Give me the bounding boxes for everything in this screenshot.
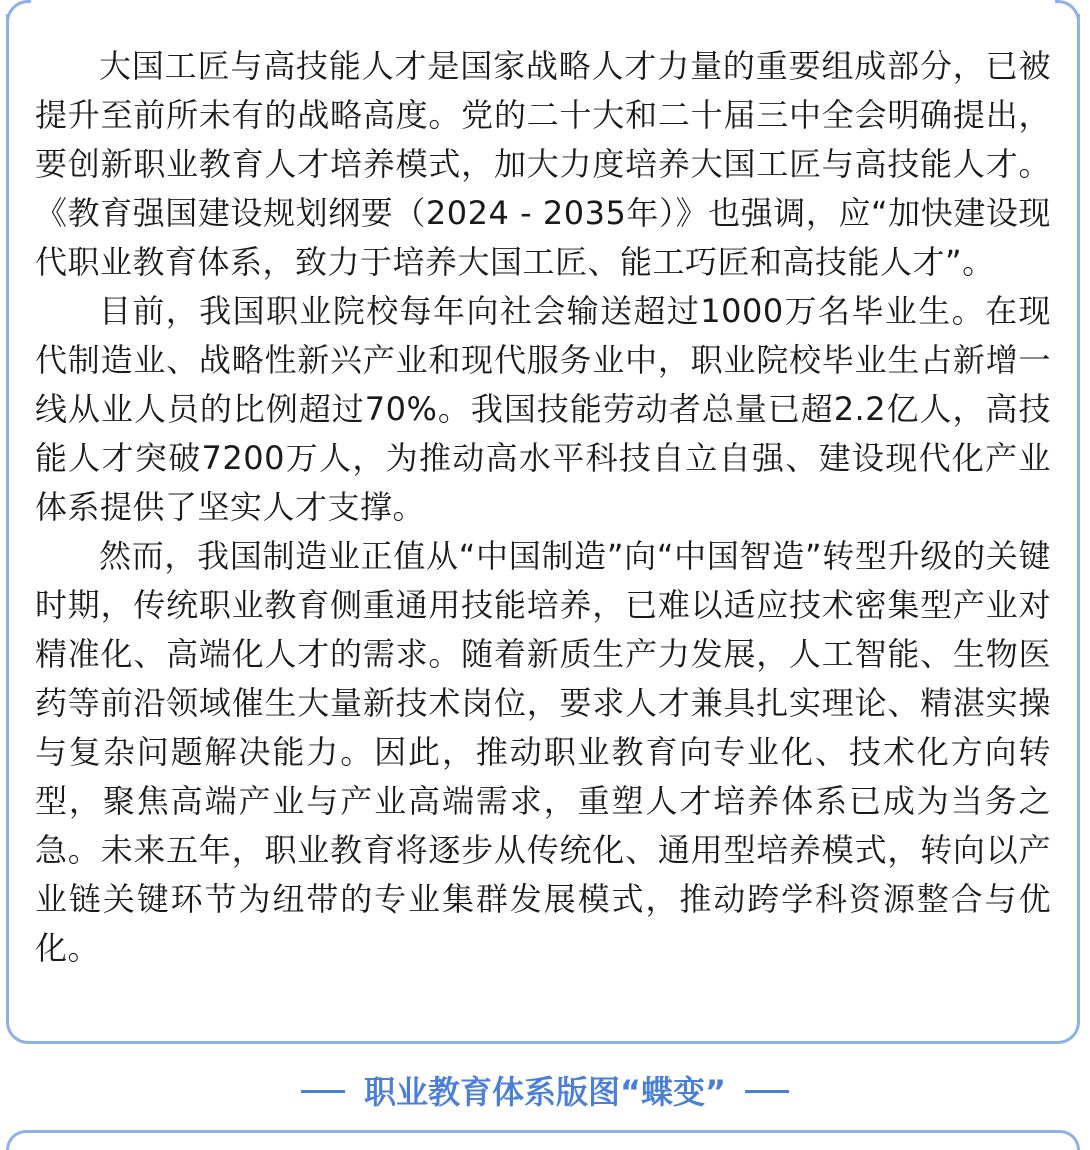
section-heading — [0, 1068, 1090, 1116]
article-paragraph-3: 然而，我国制造业正值从“中国制造”向“中国智造”转型升级的关键时期，传统职业教育侧重通用技能培养，已难以适应技术密集型产业对精准化、高端化人才的需求。随着新质生产力发展，人工智能、生物医药等前沿领域催生大量新技术岗位，要求人才兼具扎实理论、精湛实操与复杂问题解决能力。因此，推动职业教育向专业化、技术化方向转型，聚焦高端产业与产业高端需求，重塑人才培养体系已成为当务之急。未来五年，职业教育将逐步从传统化、通用型培养模式，转向以产业链关键环节为纽带的专业集群发展模式，推动跨学科资源整合与优化。 — [35, 537, 1051, 967]
next-section-box-edge — [6, 1130, 1080, 1150]
article-paragraph-1: 大国工匠与高技能人才是国家战略人才力量的重要组成部分，已被提升至前所未有的战略高度。党的二十大和二十届三中全会明确提出，要创新职业教育人才培养模式，加大力度培养大国工匠与高技能人才。《教育强国建设规划纲要（2024 - 2035年）》也强调，应“加快建设现代职业教育体系，致力于培养大国工匠、能工巧匠和高技能人才”。 — [35, 47, 1051, 281]
heading-dash-left — [301, 1090, 345, 1093]
article-paragraph-2: 目前，我国职业院校每年向社会输送超过1000万名毕业生。在现代制造业、战略性新兴产业和现代服务业中，职业院校毕业生占新增一线从业人员的比例超过70%。我国技能劳动者总量已超2.2亿人，高技能人才突破7200万人，为推动高水平科技自立自强、建设现代化产业体系提供了坚实人才支撑。 — [35, 292, 1051, 526]
article-content-box — [6, 14, 1080, 1044]
heading-dash-right — [745, 1090, 789, 1093]
section-heading-text: 职业教育体系版图“蝶变” — [363, 1073, 727, 1111]
